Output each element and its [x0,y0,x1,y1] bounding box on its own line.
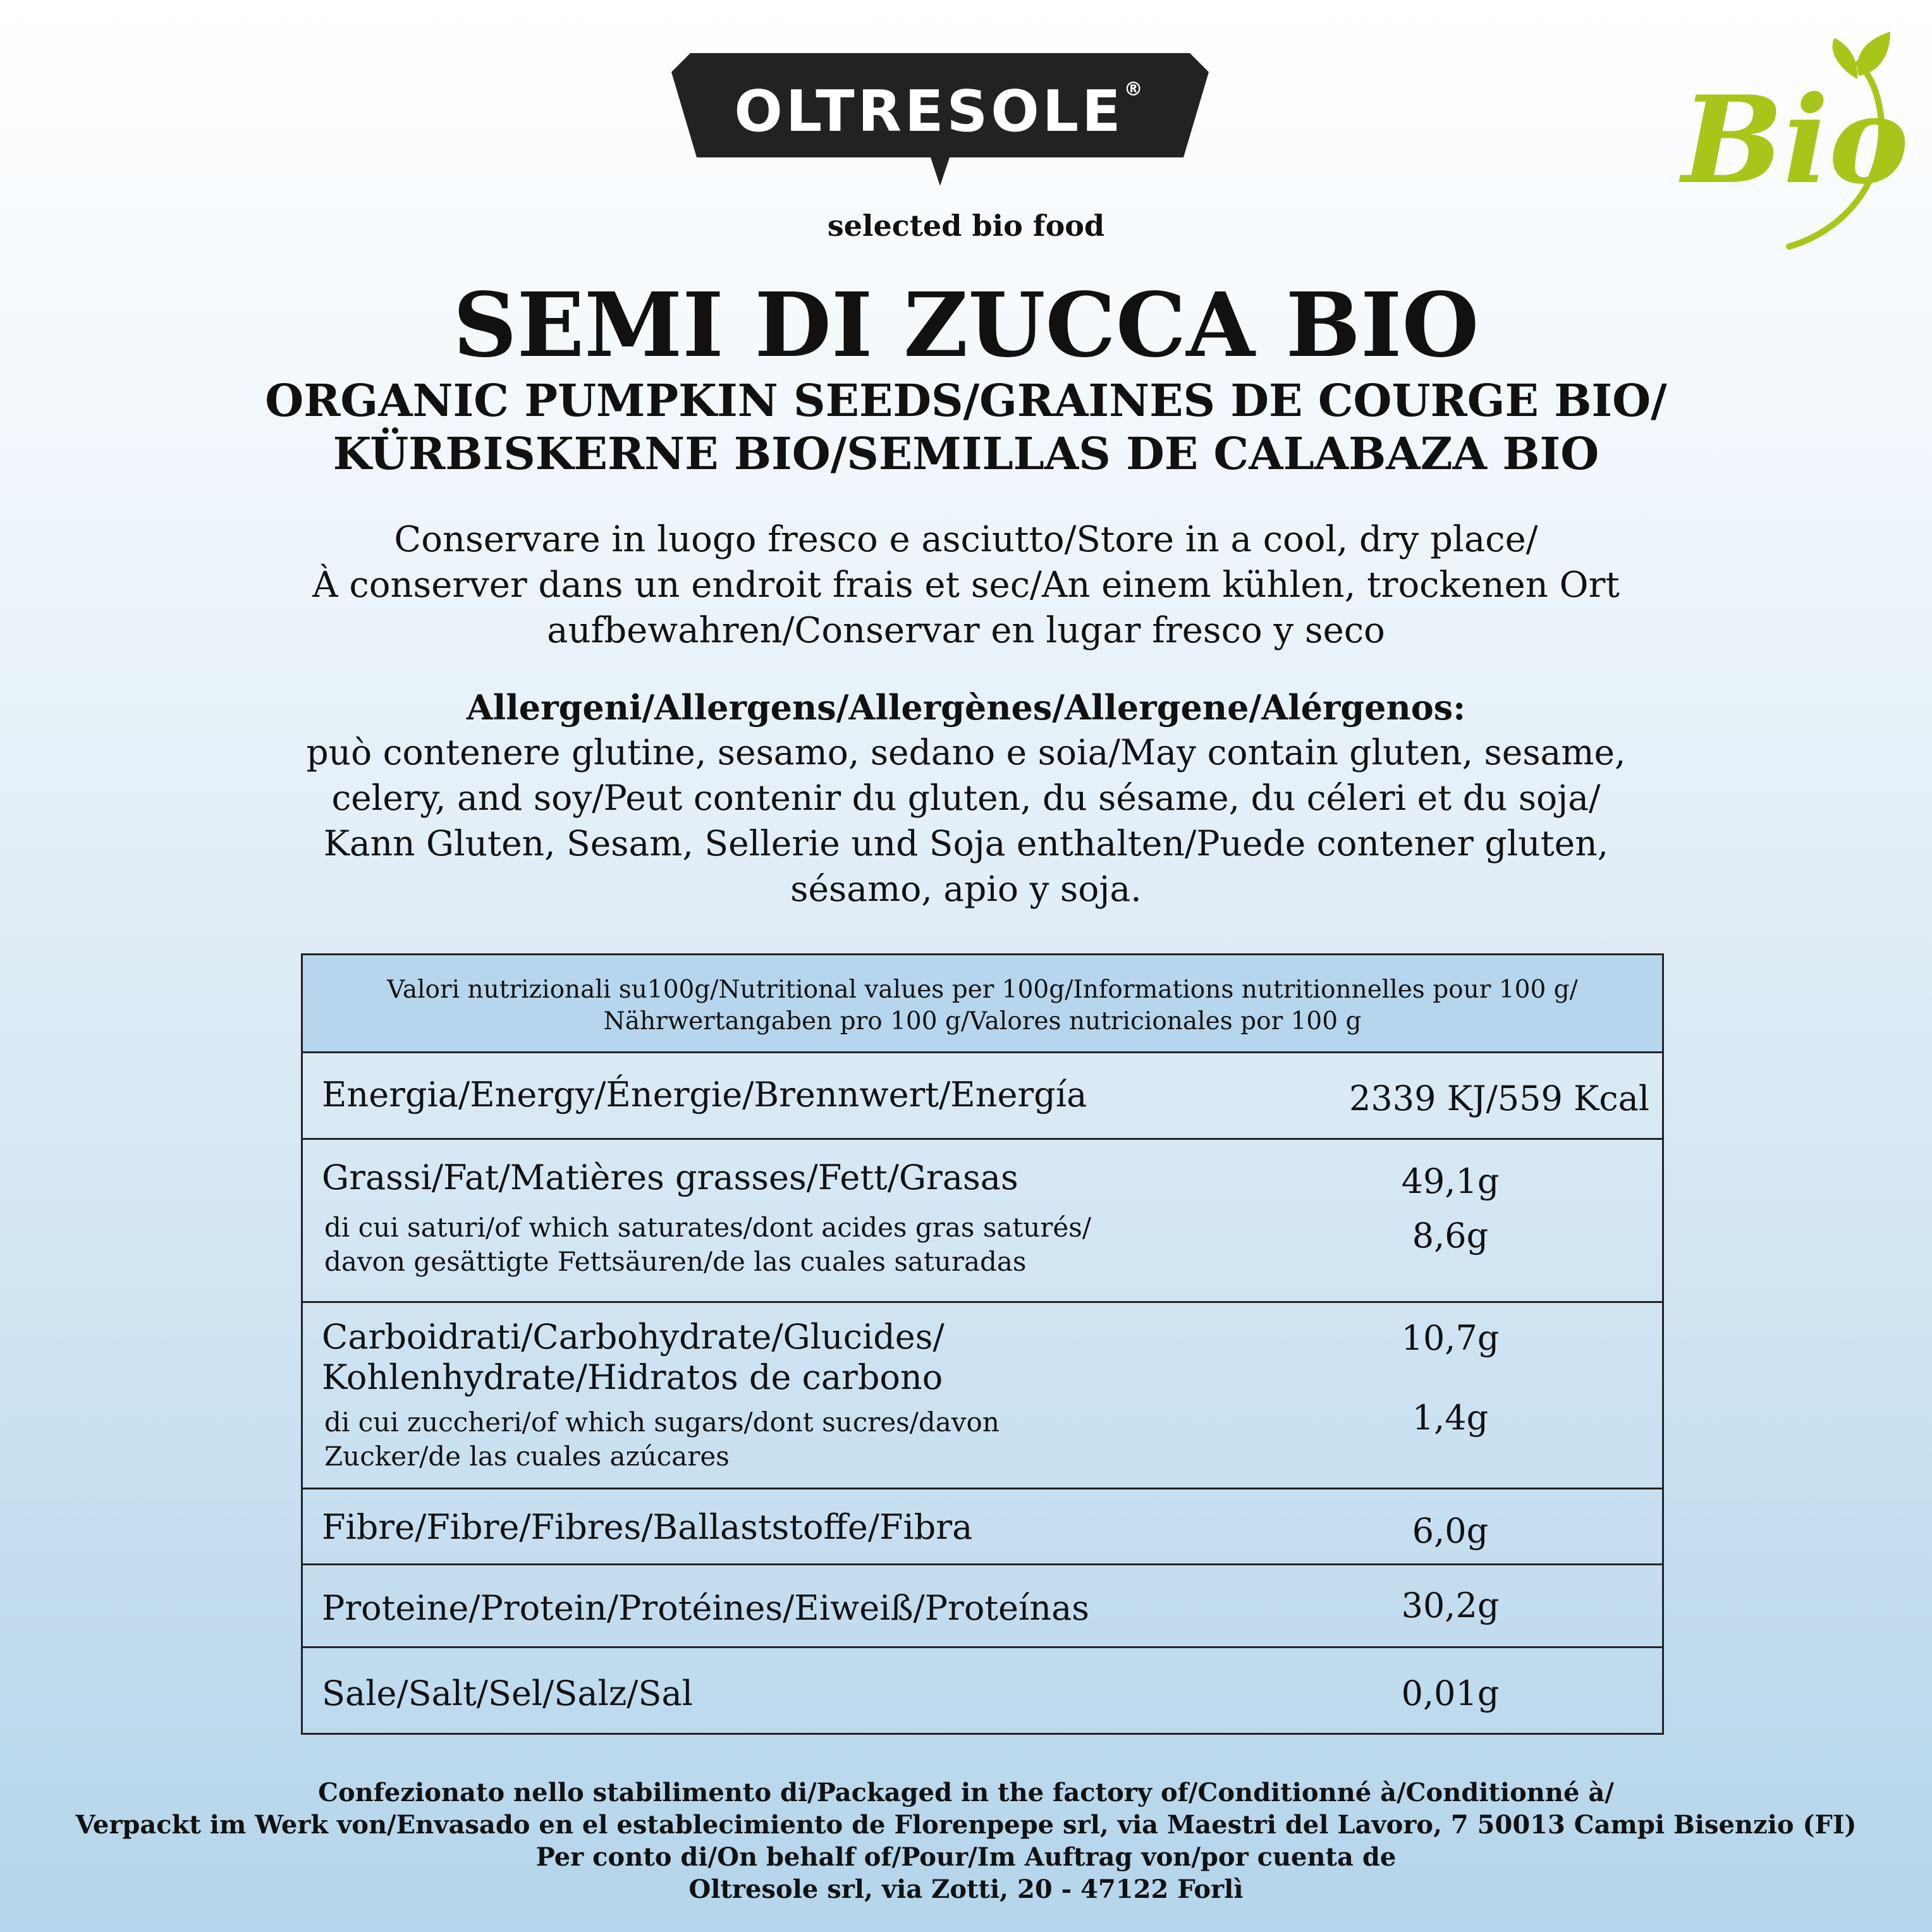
carbohydrate-line: Carboidrati/Carbohydrate/Glucides/ [322,1317,945,1357]
protein-label: Proteine/Protein/Protéines/Eiweiß/Proteínas [322,1588,1089,1628]
salt-label: Sale/Salt/Sel/Salz/Sal [322,1673,693,1713]
energy-value: 2339 KJ/559 Kcal [1349,1079,1650,1118]
carbohydrate-label [322,1317,945,1398]
row-fibre [303,1489,1662,1565]
nutrition-table [301,953,1664,1735]
row-salt [303,1648,1662,1733]
sugars-value: 1,4g [1412,1398,1489,1438]
footer-line: Oltresole srl, via Zotti, 20 - 47122 Forlì [688,1874,1244,1904]
saturates-line: di cui saturi/of which saturates/dont acides gras saturés/ [324,1212,1091,1243]
product-title: SEMI DI ZUCCA BIO [453,274,1479,377]
row-carbohydrate [303,1303,1662,1489]
product-subtitle [0,374,1932,480]
allergens-line: può contenere glutine, sesamo, sedano e soia/May contain gluten, sesame, [306,732,1626,773]
sugars-line: Zucker/de las cuales azúcares [324,1441,730,1472]
header-line: Nährwertangaben pro 100 g/Valores nutricionales por 100 g [603,1007,1362,1036]
packaging-info [0,1776,1932,1905]
registered-mark: ® [1123,78,1146,101]
storage-instructions [0,517,1932,654]
sugars-label [324,1405,1000,1474]
brand-tagline: selected bio food [827,209,1105,243]
allergens-line: sésamo, apio y soja. [790,869,1142,909]
subtitle-line: KÜRBISKERNE BIO/SEMILLAS DE CALABAZA BIO [333,427,1599,480]
fat-label: Grassi/Fat/Matières grasses/Fett/Grasas [322,1158,1018,1197]
storage-line: À conserver dans un endroit frais et sec/An einem kühlen, trockenen Ort [312,565,1620,606]
storage-line: Conservare in luogo fresco e asciutto/Store in a cool, dry place/ [394,519,1538,560]
carbohydrate-value: 10,7g [1401,1318,1500,1358]
allergens-title: Allergeni/Allergens/Allergènes/Allergene/Alérgenos: [466,687,1466,728]
allergens-text [0,730,1932,912]
footer-line: Confezionato nello stabilimento di/Packaged in the factory of/Conditionné à/Conditionné à/ [318,1778,1614,1807]
footer-line: Verpackt im Werk von/Envasado en el establecimiento de Florenpepe srl, via Maestri del Lavoro, 7 50013 Campi Bisenzio (FI) [75,1810,1857,1840]
energy-label: Energia/Energy/Énergie/Brennwert/Energía [322,1075,1087,1115]
saturates-label [324,1211,1091,1279]
row-protein [303,1565,1662,1648]
salt-value: 0,01g [1401,1673,1500,1713]
nutrition-table-header [303,955,1662,1053]
header-line: Valori nutrizionali su100g/Nutritional values per 100g/Informations nutritionnelles pour 100 g/ [387,975,1578,1004]
brand-name: OLTRESOLE [734,78,1124,145]
carbohydrate-line: Kohlenhydrate/Hidratos de carbono [322,1357,943,1397]
bio-seal [1669,25,1909,266]
allergens-line: celery, and soy/Peut contenir du gluten, du sésame, du céleri et du soja/ [331,778,1601,818]
row-energy [303,1053,1662,1140]
fat-value: 49,1g [1401,1161,1500,1201]
sugars-line: di cui zuccheri/of which sugars/dont sucres/davon [324,1407,1000,1438]
subtitle-line: ORGANIC PUMPKIN SEEDS/GRAINES DE COURGE BIO/ [265,374,1667,427]
fibre-value: 6,0g [1412,1511,1489,1551]
fibre-label: Fibre/Fibre/Fibres/Ballaststoffe/Fibra [322,1507,973,1547]
row-fat [303,1140,1662,1303]
saturates-line: davon gesättigte Fettsäuren/de las cuales saturadas [324,1246,1027,1277]
protein-value: 30,2g [1401,1586,1500,1625]
footer-line: Per conto di/On behalf of/Pour/Im Auftrag von/por cuenta de [535,1842,1397,1872]
storage-line: aufbewahren/Conservar en lugar fresco y seco [547,610,1385,651]
brand-logo [671,53,1209,180]
saturates-value: 8,6g [1412,1216,1489,1256]
allergens-line: Kann Gluten, Sesam, Sellerie und Soja enthalten/Puede contener gluten, [323,823,1609,864]
bio-seal-text: Bio [1682,70,1909,211]
